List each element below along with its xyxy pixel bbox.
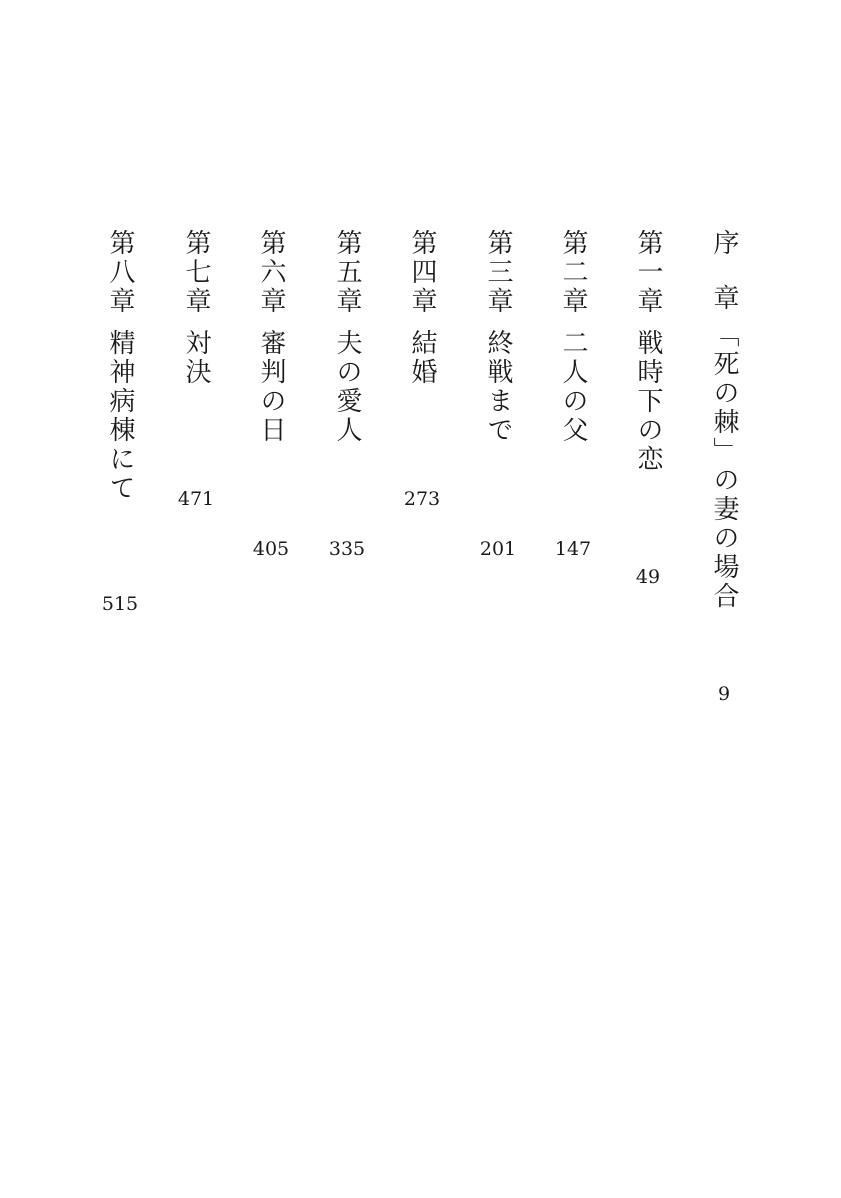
chapter-title: 終戦まで <box>483 329 513 445</box>
toc-entry-chapter-2[interactable] <box>553 229 593 749</box>
chapter-label: 第八章 <box>105 229 135 316</box>
page-number: 273 <box>403 488 441 510</box>
toc-entry-chapter-8[interactable] <box>100 229 140 749</box>
chapter-title: 夫の愛人 <box>332 329 362 445</box>
toc-entry-prologue[interactable] <box>704 229 744 749</box>
page-number: 471 <box>177 488 215 510</box>
chapter-label: 序章 <box>709 229 739 339</box>
toc-entry-chapter-6[interactable] <box>251 229 291 749</box>
toc-entry-chapter-5[interactable] <box>327 229 367 749</box>
page-number: 9 <box>717 683 731 705</box>
chapter-label: 第七章 <box>181 229 211 316</box>
chapter-label: 第二章 <box>558 229 588 316</box>
toc-entry-chapter-7[interactable] <box>176 229 216 749</box>
page-number: 515 <box>101 593 139 615</box>
chapter-title: 審判の日 <box>256 329 286 445</box>
chapter-title: 二人の父 <box>558 329 588 445</box>
page-number: 147 <box>554 538 592 560</box>
chapter-title: 精神病棟にて <box>105 329 135 503</box>
chapter-title: 「死の棘」の妻の場合 <box>709 321 739 611</box>
toc-entry-chapter-1[interactable] <box>628 229 668 749</box>
page-number: 405 <box>252 538 290 560</box>
page-number: 335 <box>328 538 366 560</box>
chapter-label: 第三章 <box>483 229 513 316</box>
chapter-label: 第六章 <box>256 229 286 316</box>
toc-entry-chapter-3[interactable] <box>478 229 518 749</box>
chapter-title: 戦時下の恋 <box>633 329 663 474</box>
chapter-title: 結婚 <box>407 329 437 387</box>
chapter-label: 第四章 <box>407 229 437 316</box>
chapter-title: 対決 <box>181 329 211 387</box>
page-number: 49 <box>635 566 661 588</box>
chapter-label: 第一章 <box>633 229 663 316</box>
toc-entry-chapter-4[interactable] <box>402 229 442 749</box>
chapter-label: 第五章 <box>332 229 362 316</box>
page-number: 201 <box>479 538 517 560</box>
